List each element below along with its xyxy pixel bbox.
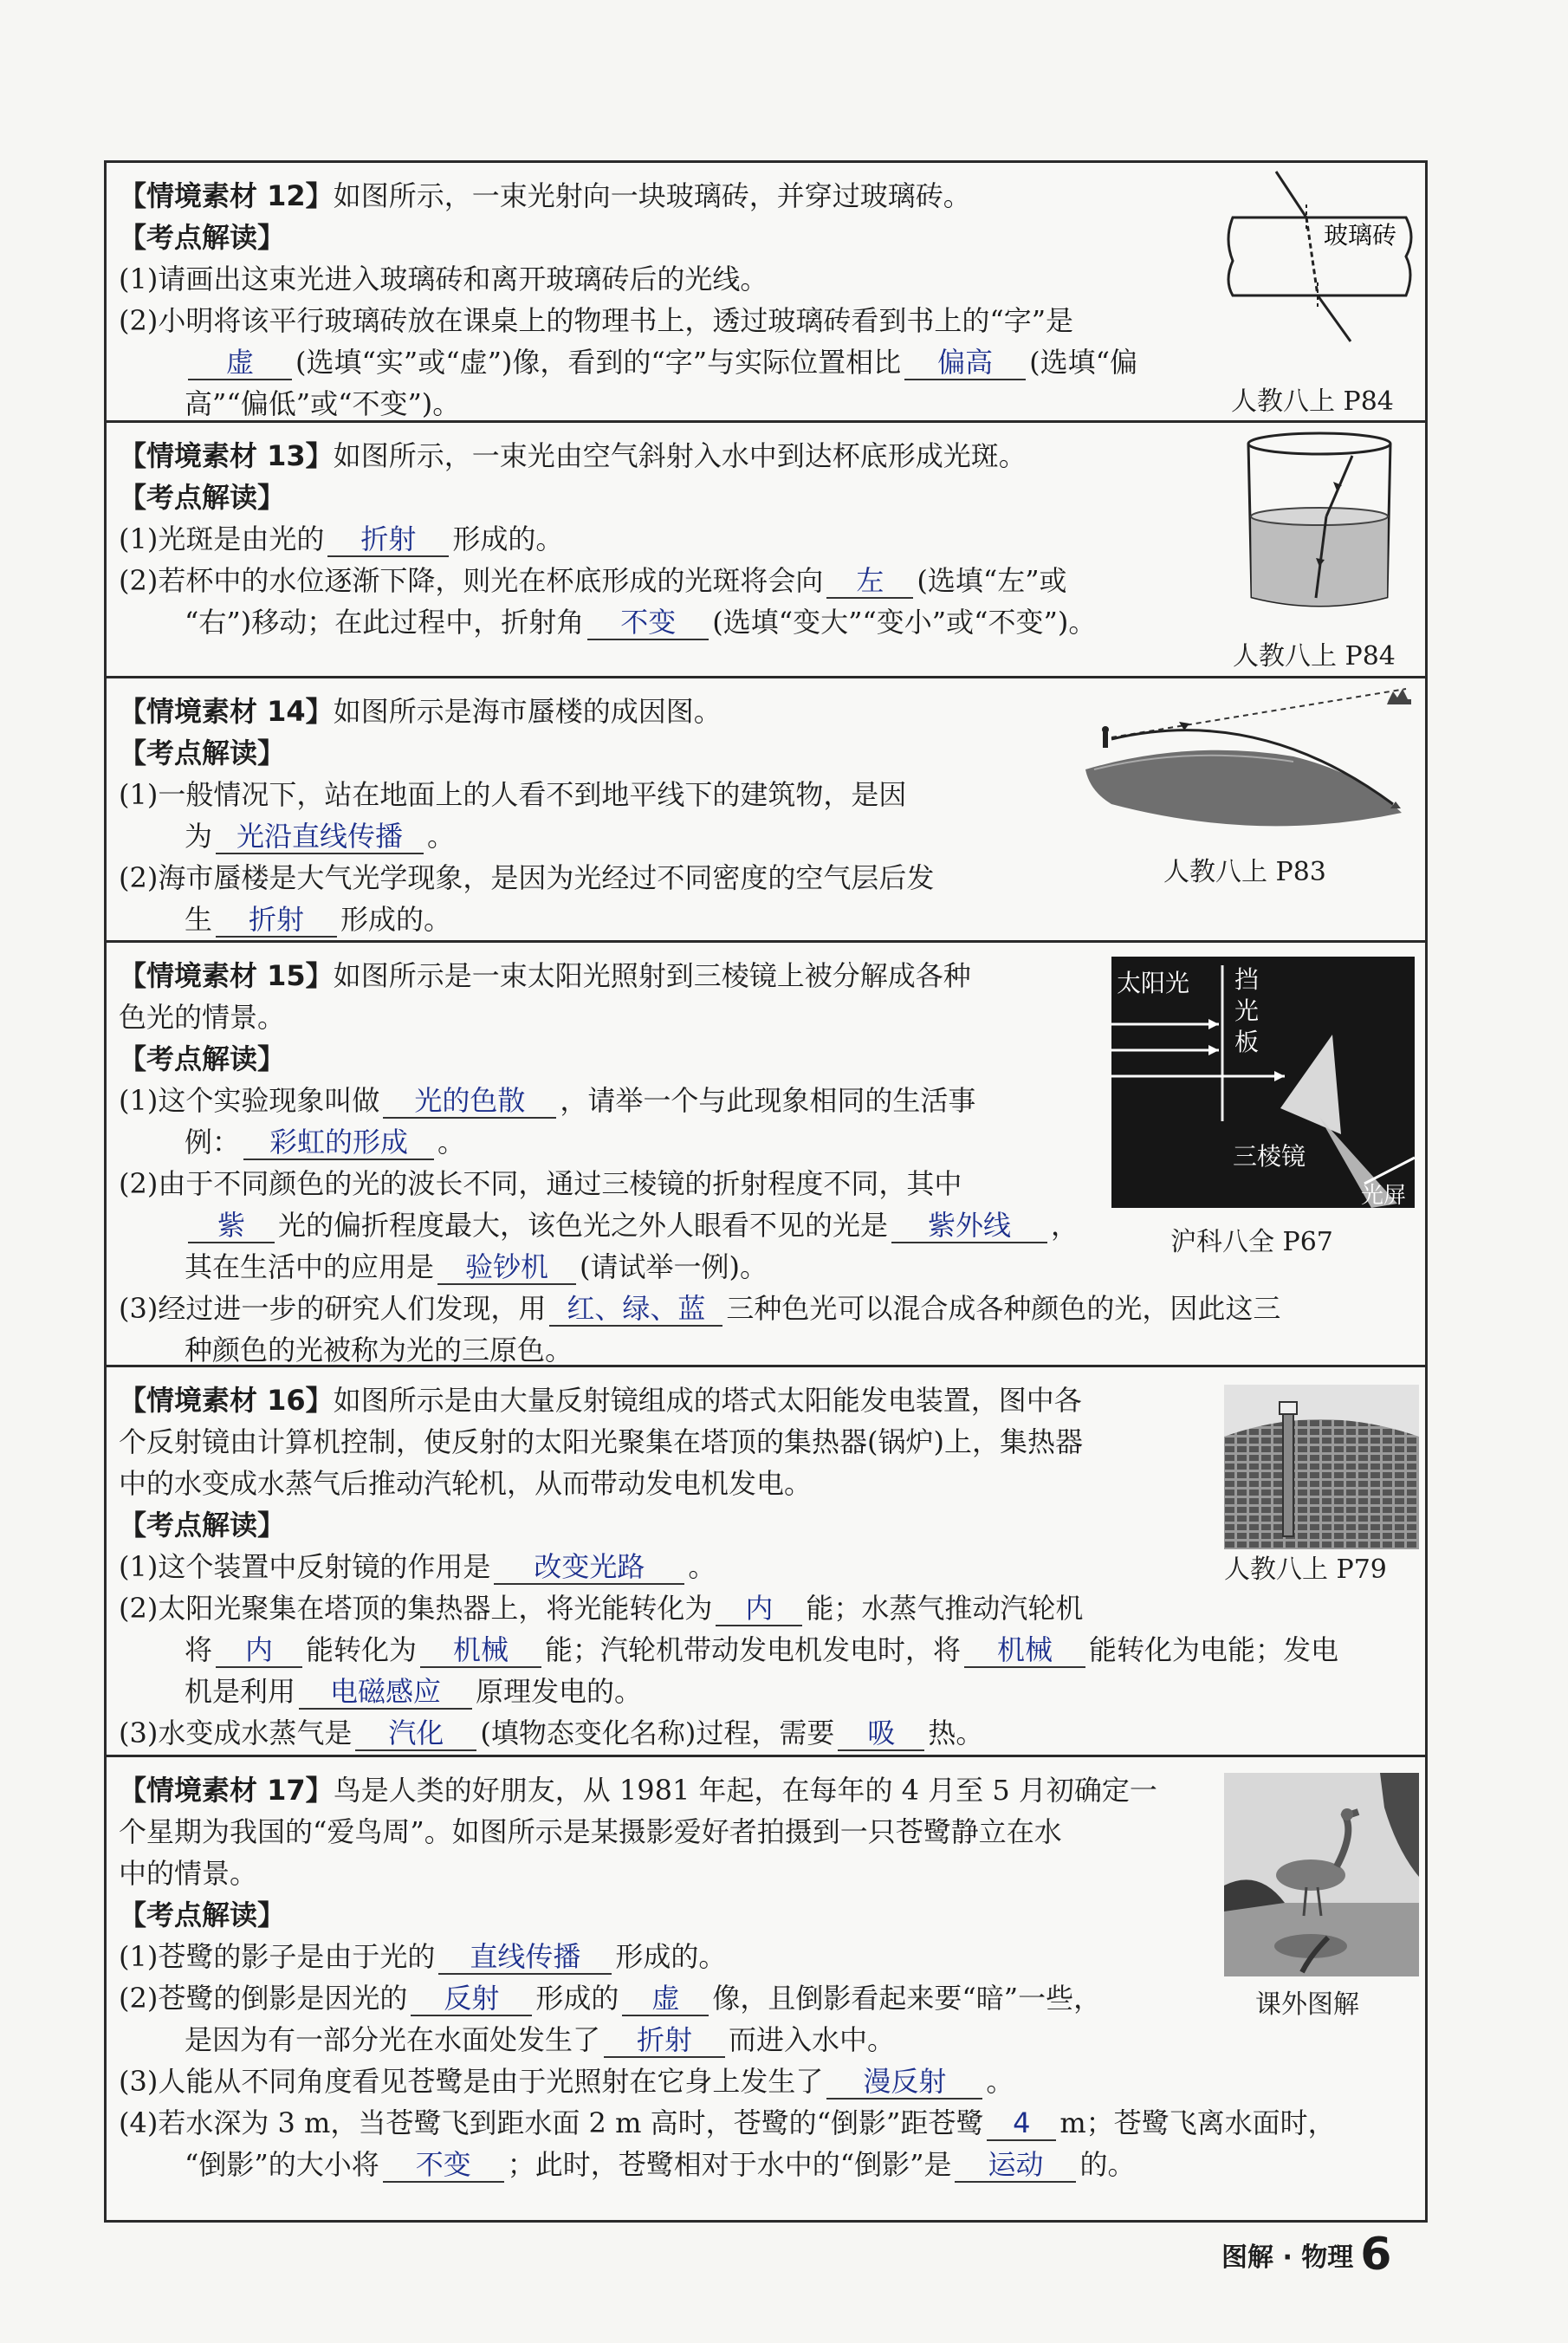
panel-material-17 xyxy=(107,1757,1425,2220)
question-text: 热。 xyxy=(928,1717,984,1749)
analysis-heading: 【考点解读】 xyxy=(119,481,286,514)
question-text: (4)若水深为 3 m，当苍鹭飞到距水面 2 m 高时，苍鹭的“倒影”距苍鹭 xyxy=(119,2106,984,2139)
answer-blank[interactable]: 4 xyxy=(987,2106,1056,2141)
answer-blank[interactable]: 汽化 xyxy=(355,1717,476,1751)
question-text: 像，且倒影看起来要“暗”一些， xyxy=(712,1982,1102,2015)
question-text: (3)水变成水蒸气是 xyxy=(119,1717,353,1749)
panel-material-14 xyxy=(107,678,1425,943)
question-text: 能转化为 xyxy=(306,1633,418,1666)
question-text: 形成的。 xyxy=(452,522,564,555)
question-text: 机是利用 xyxy=(185,1675,296,1708)
question-text: (1)光斑是由光的 xyxy=(119,522,325,555)
answer-blank[interactable]: 运动 xyxy=(955,2148,1076,2183)
book-title: 图解 · 物理 xyxy=(1221,2242,1354,2273)
analysis-heading: 【考点解读】 xyxy=(119,1898,286,1931)
material-intro: 如图所示，一束光由空气斜射入水中到达杯底形成光斑。 xyxy=(333,439,1027,472)
sunlight-label: 太阳光 xyxy=(1117,969,1190,997)
question-text: (填物态变化名称)过程，需要 xyxy=(480,1717,835,1749)
panel-material-16 xyxy=(107,1367,1425,1757)
analysis-heading: 【考点解读】 xyxy=(119,221,286,254)
question-text: 将 xyxy=(185,1633,213,1666)
question-text: 为 xyxy=(185,820,213,853)
answer-blank[interactable]: 光沿直线传播 xyxy=(216,820,424,854)
material-intro: 个反射镜由计算机控制，使反射的太阳光聚集在塔顶的集热器(锅炉)上，集热器 xyxy=(119,1425,1083,1458)
question-text: 能；汽轮机带动发电机发电时，将 xyxy=(545,1633,962,1666)
answer-blank[interactable]: 虚 xyxy=(188,346,292,380)
question-text: 。 xyxy=(427,820,456,853)
answer-blank[interactable]: 虚 xyxy=(622,1982,709,2016)
question-text: 其在生活中的应用是 xyxy=(185,1250,435,1283)
solar-tower-photo xyxy=(1224,1385,1419,1549)
question-text: 形成的 xyxy=(535,1982,619,2015)
answer-blank[interactable]: 内 xyxy=(216,1633,302,1668)
material-intro: 个星期为我国的“爱鸟周”。如图所示是某摄影爱好者拍摄到一只苍鹭静立在水 xyxy=(119,1815,1062,1848)
question-text: (2)太阳光聚集在塔顶的集热器上，将光能转化为 xyxy=(119,1592,713,1625)
page-number: 6 xyxy=(1360,2229,1392,2281)
question-text: (选填“偏 xyxy=(1029,346,1137,379)
answer-blank[interactable]: 折射 xyxy=(327,522,449,557)
question-text: 。 xyxy=(688,1550,716,1583)
screen-label: 光屏 xyxy=(1361,1183,1407,1208)
figure-caption: 人教八上 P79 xyxy=(1224,1554,1387,1585)
figure-caption: 课外图解 xyxy=(1255,1989,1359,2020)
answer-blank[interactable]: 彩虹的形成 xyxy=(243,1126,434,1160)
answer-blank[interactable]: 漫反射 xyxy=(826,2065,982,2100)
answer-blank[interactable]: 光的色散 xyxy=(383,1084,556,1119)
material-heading: 【情境素材 13】 xyxy=(119,439,334,472)
glass-brick-label: 玻璃砖 xyxy=(1324,221,1397,250)
analysis-heading: 【考点解读】 xyxy=(119,1509,286,1541)
question-text: ；此时，苍鹭相对于水中的“倒影”是 xyxy=(507,2148,952,2181)
panel-text xyxy=(119,1379,1338,1754)
question-text: (2)海市蜃楼是大气光学现象，是因为光经过不同密度的空气层后发 xyxy=(119,861,935,894)
beaker-figure xyxy=(1233,428,1406,619)
question-text: (请试举一例)。 xyxy=(580,1250,768,1283)
panel-material-15 xyxy=(107,943,1425,1367)
question-text: ，请举一个与此现象相同的生活事 xyxy=(560,1084,976,1117)
panel-text xyxy=(119,175,1137,425)
baffle-label-1: 挡 xyxy=(1234,965,1260,994)
answer-blank[interactable]: 折射 xyxy=(604,2023,725,2058)
answer-blank[interactable]: 验钞机 xyxy=(437,1250,576,1285)
prism-dispersion-figure xyxy=(1111,957,1415,1208)
answer-blank[interactable]: 不变 xyxy=(383,2148,504,2183)
question-text: 形成的。 xyxy=(340,903,452,936)
question-text: 生 xyxy=(185,903,213,936)
answer-blank[interactable]: 改变光路 xyxy=(494,1550,684,1585)
figure-caption: 人教八上 P84 xyxy=(1231,386,1394,417)
question-text: 。 xyxy=(986,2065,1014,2098)
question-text: m；苍鹭飞离水面时， xyxy=(1059,2106,1336,2139)
material-intro: 鸟是人类的好朋友，从 1981 年起，在每年的 4 月至 5 月初确定一 xyxy=(333,1774,1157,1807)
analysis-heading: 【考点解读】 xyxy=(119,1042,286,1075)
question-text: (1)这个装置中反射镜的作用是 xyxy=(119,1550,491,1583)
panel-text xyxy=(119,955,1280,1371)
heron-photo xyxy=(1224,1773,1419,1976)
question-text: 。 xyxy=(437,1126,466,1159)
question-text: (3)人能从不同角度看见苍鹭是由于光照射在它身上发生了 xyxy=(119,2065,824,2098)
baffle-label-3: 板 xyxy=(1234,1028,1260,1056)
material-intro: 如图所示是由大量反射镜组成的塔式太阳能发电装置，图中各 xyxy=(333,1384,1082,1417)
question-text: (1)苍鹭的影子是由于光的 xyxy=(119,1940,436,1973)
worksheet-frame xyxy=(104,160,1428,2223)
figure-caption: 沪科八全 P67 xyxy=(1170,1227,1333,1257)
question-text: 是因为有一部分光在水面处发生了 xyxy=(185,2023,601,2056)
answer-blank[interactable]: 左 xyxy=(826,564,913,599)
answer-blank[interactable]: 电磁感应 xyxy=(299,1675,472,1710)
material-heading: 【情境素材 12】 xyxy=(119,179,334,212)
answer-blank[interactable]: 吸 xyxy=(838,1717,924,1751)
question-text: ， xyxy=(1051,1209,1079,1242)
material-heading: 【情境素材 15】 xyxy=(119,959,334,992)
question-text: (1)这个实验现象叫做 xyxy=(119,1084,380,1117)
panel-material-13 xyxy=(107,423,1425,678)
question-text: (1)一般情况下，站在地面上的人看不到地平线下的建筑物，是因 xyxy=(119,778,907,811)
panel-material-12 xyxy=(107,163,1425,423)
question-text: (1)请画出这束光进入玻璃砖和离开玻璃砖后的光线。 xyxy=(119,263,768,295)
answer-blank[interactable]: 反射 xyxy=(411,1982,532,2016)
question-text: 形成的。 xyxy=(615,1940,727,1973)
question-text: 三种色光可以混合成各种颜色的光，因此这三 xyxy=(726,1292,1281,1325)
page-footer xyxy=(1221,2229,1391,2281)
panel-text xyxy=(119,1769,1336,2185)
answer-blank[interactable]: 紫外线 xyxy=(891,1209,1047,1243)
material-intro: 中的情景。 xyxy=(119,1857,258,1890)
figure-caption: 人教八上 P84 xyxy=(1233,641,1396,672)
question-text: 高”“偏低”或“不变”)。 xyxy=(185,387,461,420)
mirage-figure xyxy=(1085,687,1415,834)
glass-brick-figure xyxy=(1224,170,1415,343)
analysis-heading: 【考点解读】 xyxy=(119,737,286,769)
panel-text xyxy=(119,435,1096,643)
prism-label: 三棱镜 xyxy=(1233,1142,1306,1171)
question-text: 例： xyxy=(185,1126,241,1159)
question-text: 能转化为电能；发电 xyxy=(1089,1633,1339,1666)
answer-blank[interactable]: 偏高 xyxy=(904,346,1026,380)
material-intro: 中的水变成水蒸气后推动汽轮机，从而带动发电机发电。 xyxy=(119,1467,813,1500)
question-text: 的。 xyxy=(1079,2148,1136,2181)
material-heading: 【情境素材 17】 xyxy=(119,1774,334,1807)
material-intro: 如图所示是一束太阳光照射到三棱镜上被分解成各种 xyxy=(333,959,971,992)
answer-blank[interactable]: 红、绿、蓝 xyxy=(549,1292,722,1327)
answer-blank[interactable]: 直线传播 xyxy=(438,1940,612,1975)
question-text: (2)小明将该平行玻璃砖放在课桌上的物理书上，透过玻璃砖看到书上的“字”是 xyxy=(119,304,1074,337)
question-text: (2)由于不同颜色的光的波长不同，通过三棱镜的折射程度不同，其中 xyxy=(119,1167,962,1200)
answer-blank[interactable]: 折射 xyxy=(216,903,337,938)
baffle-label-2: 光 xyxy=(1234,996,1260,1025)
answer-blank[interactable]: 机械 xyxy=(964,1633,1085,1668)
panel-text xyxy=(119,691,934,940)
question-text: (3)经过进一步的研究人们发现，用 xyxy=(119,1292,547,1325)
question-text: (2)苍鹭的倒影是因光的 xyxy=(119,1982,408,2015)
figure-caption: 人教八上 P83 xyxy=(1163,857,1326,887)
question-text: 原理发电的。 xyxy=(476,1675,643,1708)
question-text: 种颜色的光被称为光的三原色。 xyxy=(185,1334,573,1366)
material-intro: 如图所示，一束光射向一块玻璃砖，并穿过玻璃砖。 xyxy=(333,179,971,212)
question-text: 能；水蒸气推动汽轮机 xyxy=(806,1592,1084,1625)
answer-blank[interactable]: 内 xyxy=(716,1592,802,1626)
material-intro: 如图所示是海市蜃楼的成因图。 xyxy=(333,695,722,728)
question-text: (选填“变大”“变小”或“不变”)。 xyxy=(712,606,1097,639)
answer-blank[interactable]: 紫 xyxy=(188,1209,275,1243)
material-heading: 【情境素材 16】 xyxy=(119,1384,334,1417)
question-text: (选填“左”或 xyxy=(917,564,1067,597)
question-text: (2)若杯中的水位逐渐下降，则光在杯底形成的光斑将会向 xyxy=(119,564,824,597)
answer-blank[interactable]: 机械 xyxy=(420,1633,541,1668)
question-text: “右”)移动；在此过程中，折射角 xyxy=(185,606,585,639)
question-text: (选填“实”或“虚”)像，看到的“字”与实际位置相比 xyxy=(295,346,902,379)
answer-blank[interactable]: 不变 xyxy=(587,606,709,640)
question-text: 光的偏折程度最大，该色光之外人眼看不见的光是 xyxy=(278,1209,889,1242)
question-text: 而进入水中。 xyxy=(729,2023,896,2056)
question-text: “倒影”的大小将 xyxy=(185,2148,379,2181)
material-heading: 【情境素材 14】 xyxy=(119,695,334,728)
material-intro: 色光的情景。 xyxy=(119,1001,286,1034)
